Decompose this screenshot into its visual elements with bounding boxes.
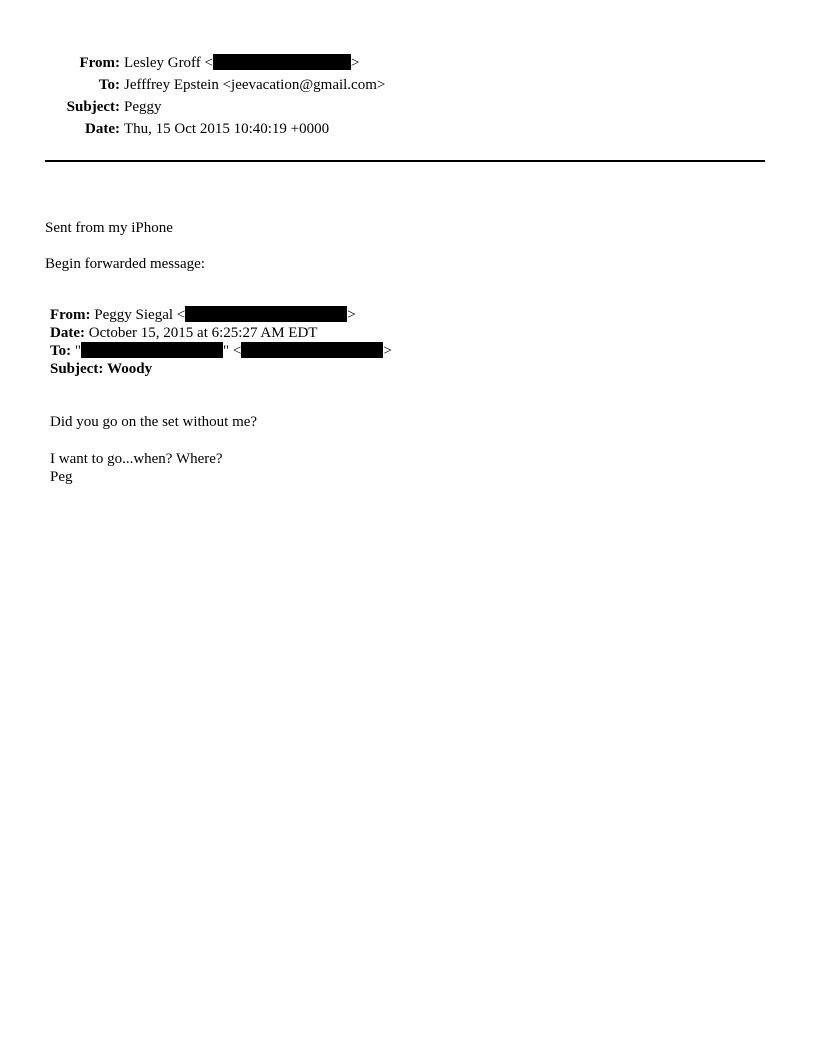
- forwarded-to-row: [50, 342, 392, 360]
- forwarded-from-label: From:: [50, 307, 91, 323]
- subject-label: Subject:: [66, 99, 120, 115]
- from-label: From:: [79, 55, 120, 71]
- header-date-row: [0, 119, 816, 141]
- forwarded-to-open-quote: ": [74, 343, 81, 359]
- forwarded-date-value: October 15, 2015 at 6:25:27 AM EDT: [88, 325, 318, 341]
- forwarded-header: [50, 306, 392, 378]
- forwarded-from-row: [50, 306, 392, 324]
- forwarded-date-label: Date:: [50, 325, 85, 341]
- from-close-bracket: >: [351, 55, 360, 71]
- forwarded-to-mid: " <: [223, 343, 242, 359]
- date-value: Thu, 15 Oct 2015 10:40:19 +0000: [124, 121, 330, 137]
- forwarded-subject-value: Woody: [107, 361, 153, 377]
- redaction-box: [185, 306, 347, 322]
- to-value: Jefffrey Epstein <jeevacation@gmail.com>: [124, 77, 386, 93]
- message-signoff: Peg: [50, 469, 73, 485]
- date-label: Date:: [85, 121, 120, 137]
- email-header: [0, 53, 816, 141]
- from-sender-name: Lesley Groff <: [124, 55, 213, 71]
- forwarded-subject-label: Subject:: [50, 361, 104, 377]
- redaction-box: [81, 342, 223, 358]
- forwarded-from-name: Peggy Siegal <: [94, 307, 186, 323]
- forwarded-from-close: >: [347, 307, 356, 323]
- header-subject-row: [0, 97, 816, 119]
- header-to-row: [0, 75, 816, 97]
- to-label: To:: [98, 77, 120, 93]
- header-divider: [45, 160, 765, 162]
- message-line: Did you go on the set without me?: [50, 414, 258, 430]
- forwarded-subject-row: [50, 360, 392, 378]
- forward-intro: Begin forwarded message:: [45, 256, 205, 272]
- header-from-row: [0, 53, 816, 75]
- forwarded-to-close: >: [383, 343, 392, 359]
- signature-line: Sent from my iPhone: [45, 220, 173, 236]
- from-value: [124, 53, 359, 73]
- redaction-box: [213, 54, 351, 70]
- forwarded-date-row: [50, 324, 392, 342]
- forwarded-to-label: To:: [50, 343, 72, 359]
- redaction-box: [241, 342, 383, 358]
- subject-value: Peggy: [124, 99, 162, 115]
- message-line: I want to go...when? Where?: [50, 451, 223, 467]
